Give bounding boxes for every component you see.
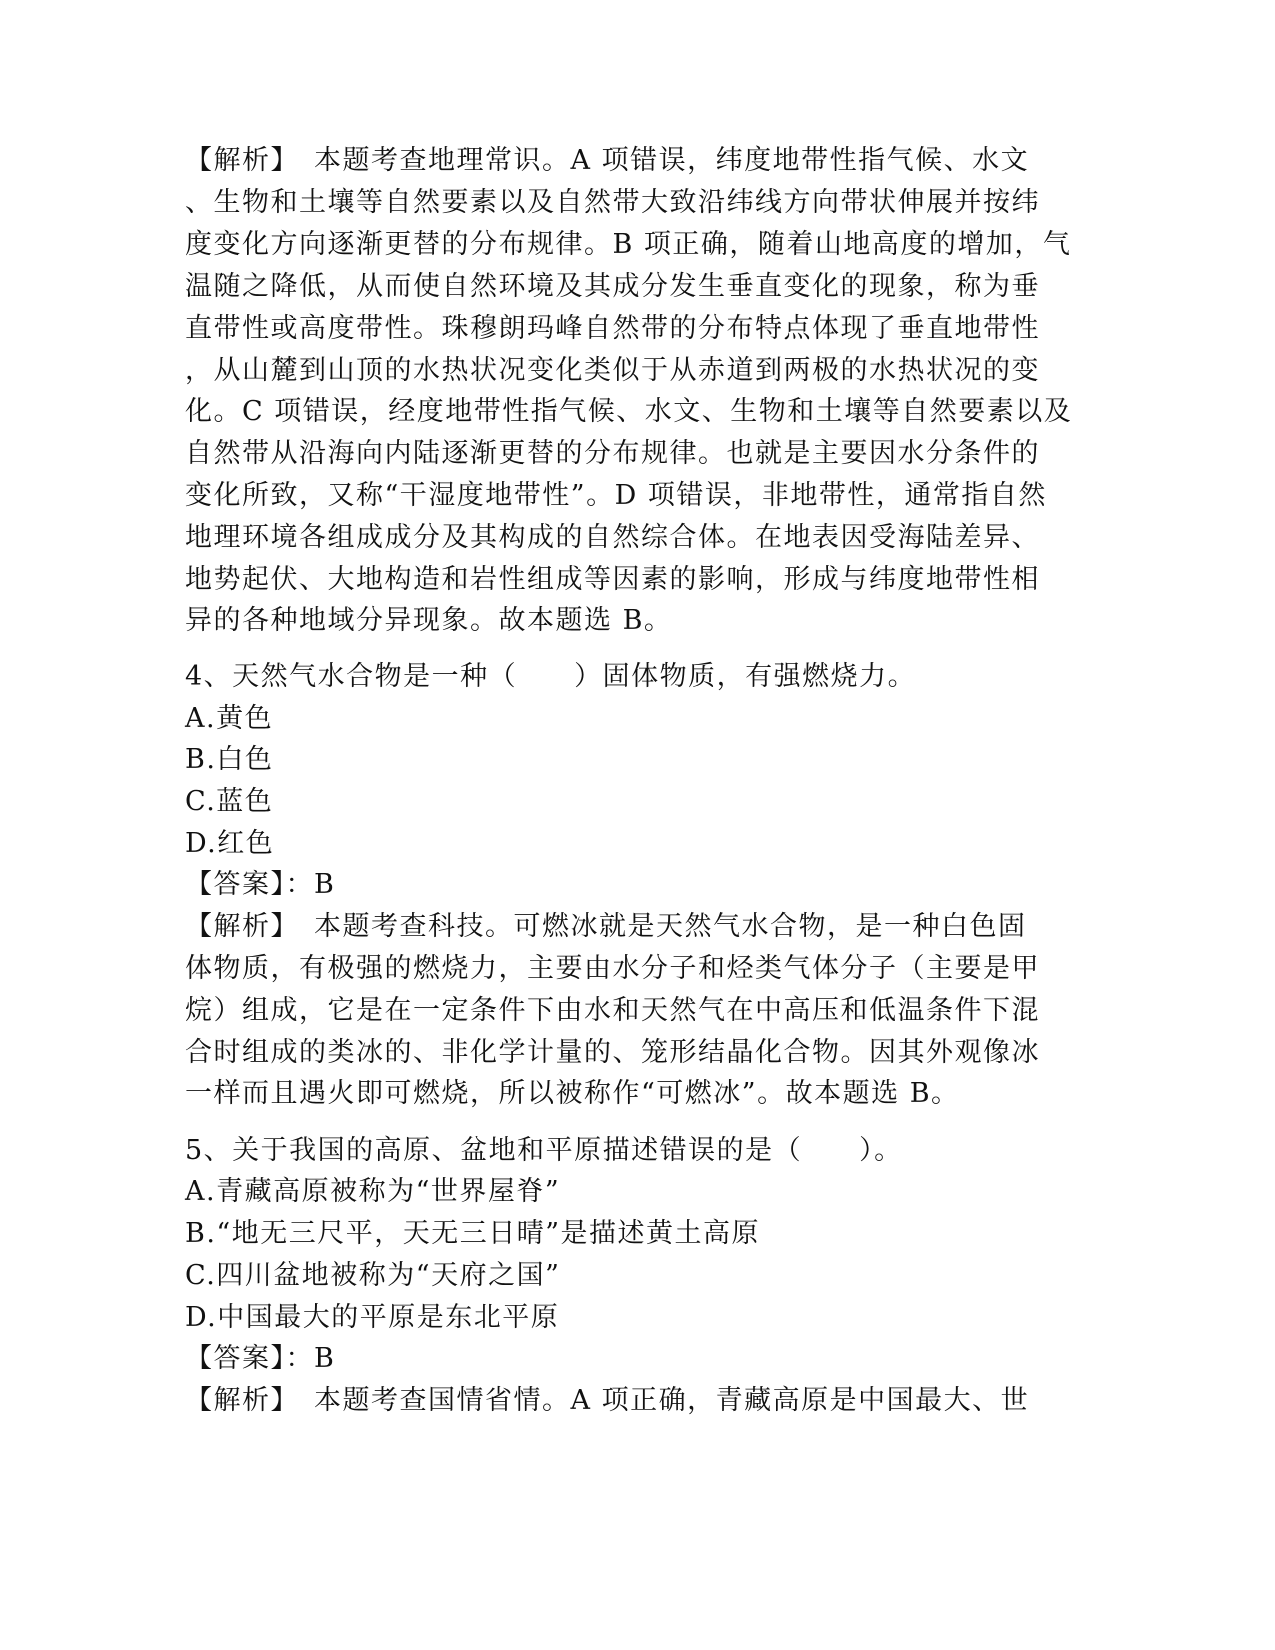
answer: 【答案】：B [185,869,336,900]
option-c: C.蓝色 [185,786,274,817]
analysis-line: 【解析】 本题考查地理常识。A 项错误，纬度地带性指气候、水文 [185,145,1030,176]
question-stem: 4、天然气水合物是一种（ ）固体物质，有强燃烧力。 [185,661,917,692]
analysis-line: 烷）组成，它是在一定条件下由水和天然气在中高压和低温条件下混 [185,995,1040,1026]
analysis-line: 一样而且遇火即可燃烧，所以被称作“可燃冰”。故本题选 B。 [185,1078,960,1109]
option-b: B.白色 [185,744,274,775]
analysis-line: ，从山麓到山顶的水热状况变化类似于从赤道到两极的水热状况的变 [185,355,1040,386]
analysis-line: 温随之降低，从而使自然环境及其成分发生垂直变化的现象，称为垂 [185,271,1040,302]
analysis-line: 【解析】 本题考查国情省情。A 项正确，青藏高原是中国最大、世 [185,1385,1030,1416]
analysis-line: 合时组成的类冰的、非化学计量的、笼形结晶化合物。因其外观像冰 [185,1037,1040,1068]
analysis-line: 体物质，有极强的燃烧力，主要由水分子和烃类气体分子（主要是甲 [185,953,1040,984]
analysis-line: 地势起伏、大地构造和岩性组成等因素的影响，形成与纬度地带性相 [185,564,1040,595]
question-stem: 5、关于我国的高原、盆地和平原描述错误的是（ ）。 [185,1135,903,1166]
analysis-line: 度变化方向逐渐更替的分布规律。B 项正确，随着山地高度的增加，气 [185,229,1072,260]
analysis-line: 异的各种地域分异现象。故本题选 B。 [185,605,673,636]
option-c: C.四川盆地被称为“天府之国” [185,1260,561,1291]
answer: 【答案】：B [185,1343,336,1374]
analysis-line: 化。C 项错误，经度地带性指气候、水文、生物和土壤等自然要素以及 [185,396,1073,427]
analysis-line: 自然带从沿海向内陆逐渐更替的分布规律。也就是主要因水分条件的 [185,438,1040,469]
option-a: A.黄色 [185,703,274,734]
option-d: D.中国最大的平原是东北平原 [185,1302,560,1333]
option-a: A.青藏高原被称为“世界屋脊” [185,1176,561,1207]
analysis-line: 变化所致，又称“干湿度地带性”。D 项错误，非地带性，通常指自然 [185,480,1047,511]
analysis-line: 地理环境各组成成分及其构成的自然综合体。在地表因受海陆差异、 [185,522,1040,553]
analysis-line: 、生物和土壤等自然要素以及自然带大致沿纬线方向带状伸展并按纬 [185,187,1040,218]
analysis-line: 【解析】 本题考查科技。可燃冰就是天然气水合物，是一种白色固 [185,911,1027,942]
analysis-line: 直带性或高度带性。珠穆朗玛峰自然带的分布特点体现了垂直地带性 [185,313,1040,344]
option-d: D.红色 [185,828,275,859]
option-b: B.“地无三尺平，天无三日晴”是描述黄土高原 [185,1218,761,1249]
